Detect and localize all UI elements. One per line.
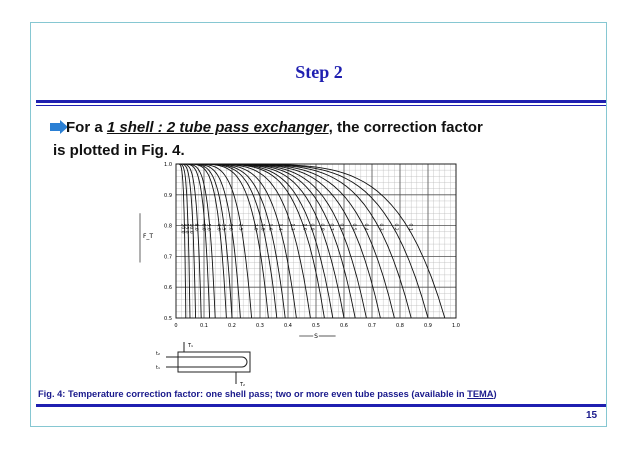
tema-link[interactable]: TEMA: [467, 389, 494, 399]
exchanger-type-text: 1 shell : 2 tube pass exchanger: [106, 119, 329, 136]
page-number: 15: [586, 410, 598, 421]
y-tick-label: 0.9: [164, 192, 172, 199]
curve-label: 20.0: [179, 223, 185, 234]
paragraph-line-2: is plotted in Fig. 4.: [53, 142, 185, 159]
x-axis-label: S: [314, 333, 318, 340]
x-tick-label: 0.6: [340, 323, 348, 329]
curve-label: 3.0: [227, 223, 233, 231]
exchanger-schematic: [156, 340, 266, 388]
label-T2: T₂: [240, 382, 246, 388]
curve-label: 0.6: [338, 223, 344, 231]
y-tick-label: 0.7: [164, 254, 172, 261]
curve-label: 10.0: [188, 223, 194, 234]
curve-label: 3.5: [220, 223, 226, 231]
label-t2: t₂: [156, 351, 160, 357]
shell-outline: [178, 352, 250, 372]
footer-rule: [36, 404, 606, 407]
curve-label: 15.0: [183, 223, 189, 234]
curve-label: 0.4: [363, 223, 369, 231]
curve-label: 2.0: [252, 223, 258, 231]
title-rule-thin: [36, 105, 606, 106]
x-tick-label: 0.4: [284, 323, 292, 329]
curve-label: 1.6: [267, 223, 273, 231]
label-t1: t₁: [156, 365, 160, 371]
curve-label: 1.2: [289, 223, 295, 231]
curve-label: 0.7: [328, 223, 334, 231]
curve-label: 6.0: [200, 223, 206, 231]
y-tick-label: 0.5: [164, 316, 172, 322]
title-rule: [36, 100, 606, 103]
y-tick-label: 0.6: [164, 285, 172, 292]
y-tick-label: 0.8: [164, 223, 172, 230]
curve-line: [176, 164, 186, 318]
curve-label: 8.0: [193, 223, 199, 231]
correction-factor-chart: [130, 160, 470, 340]
curve-label: 1.4: [276, 223, 282, 231]
curve-label: 1.0: [301, 223, 307, 231]
y-tick-label: 1.0: [164, 162, 172, 168]
curve-label: 0.5: [350, 223, 356, 231]
figure-caption: [38, 389, 598, 399]
curve-label: 0.8: [318, 223, 324, 231]
curve-label: 1.8: [259, 223, 265, 231]
paragraph-text: For a: [66, 119, 107, 136]
caption-text: Fig. 4: Temperature correction factor: one shell pass; two or more even tube passes (available in: [38, 389, 468, 399]
label-T1: T₁: [188, 343, 194, 349]
x-tick-label: 0.9: [424, 323, 432, 329]
x-tick-label: 1.0: [452, 323, 460, 329]
x-tick-label: 0.8: [396, 323, 404, 329]
x-tick-label: 0.5: [312, 323, 320, 329]
curve-label: 0.9: [308, 223, 314, 231]
body-paragraph: [53, 116, 596, 162]
curve-label: 0.1: [407, 223, 413, 231]
curve-label: 0.3: [377, 223, 383, 231]
y-axis-label: F_T: [142, 232, 154, 240]
x-tick-label: 0.7: [368, 323, 376, 329]
curve-label: 4.0: [215, 223, 221, 231]
curve-label: 2.5: [237, 223, 243, 231]
curve-label: 5.0: [205, 223, 211, 231]
x-tick-label: 0.2: [228, 323, 236, 329]
curve-line: [176, 164, 215, 318]
x-tick-label: 0.3: [256, 323, 264, 329]
curve-label: 0.2: [392, 223, 398, 231]
paragraph-text-tail: , the correction factor: [328, 119, 483, 136]
x-tick-label: 0: [174, 323, 178, 329]
caption-tail: ): [493, 389, 497, 399]
slide-title: Step 2: [295, 62, 343, 82]
x-tick-label: 0.1: [200, 323, 208, 329]
